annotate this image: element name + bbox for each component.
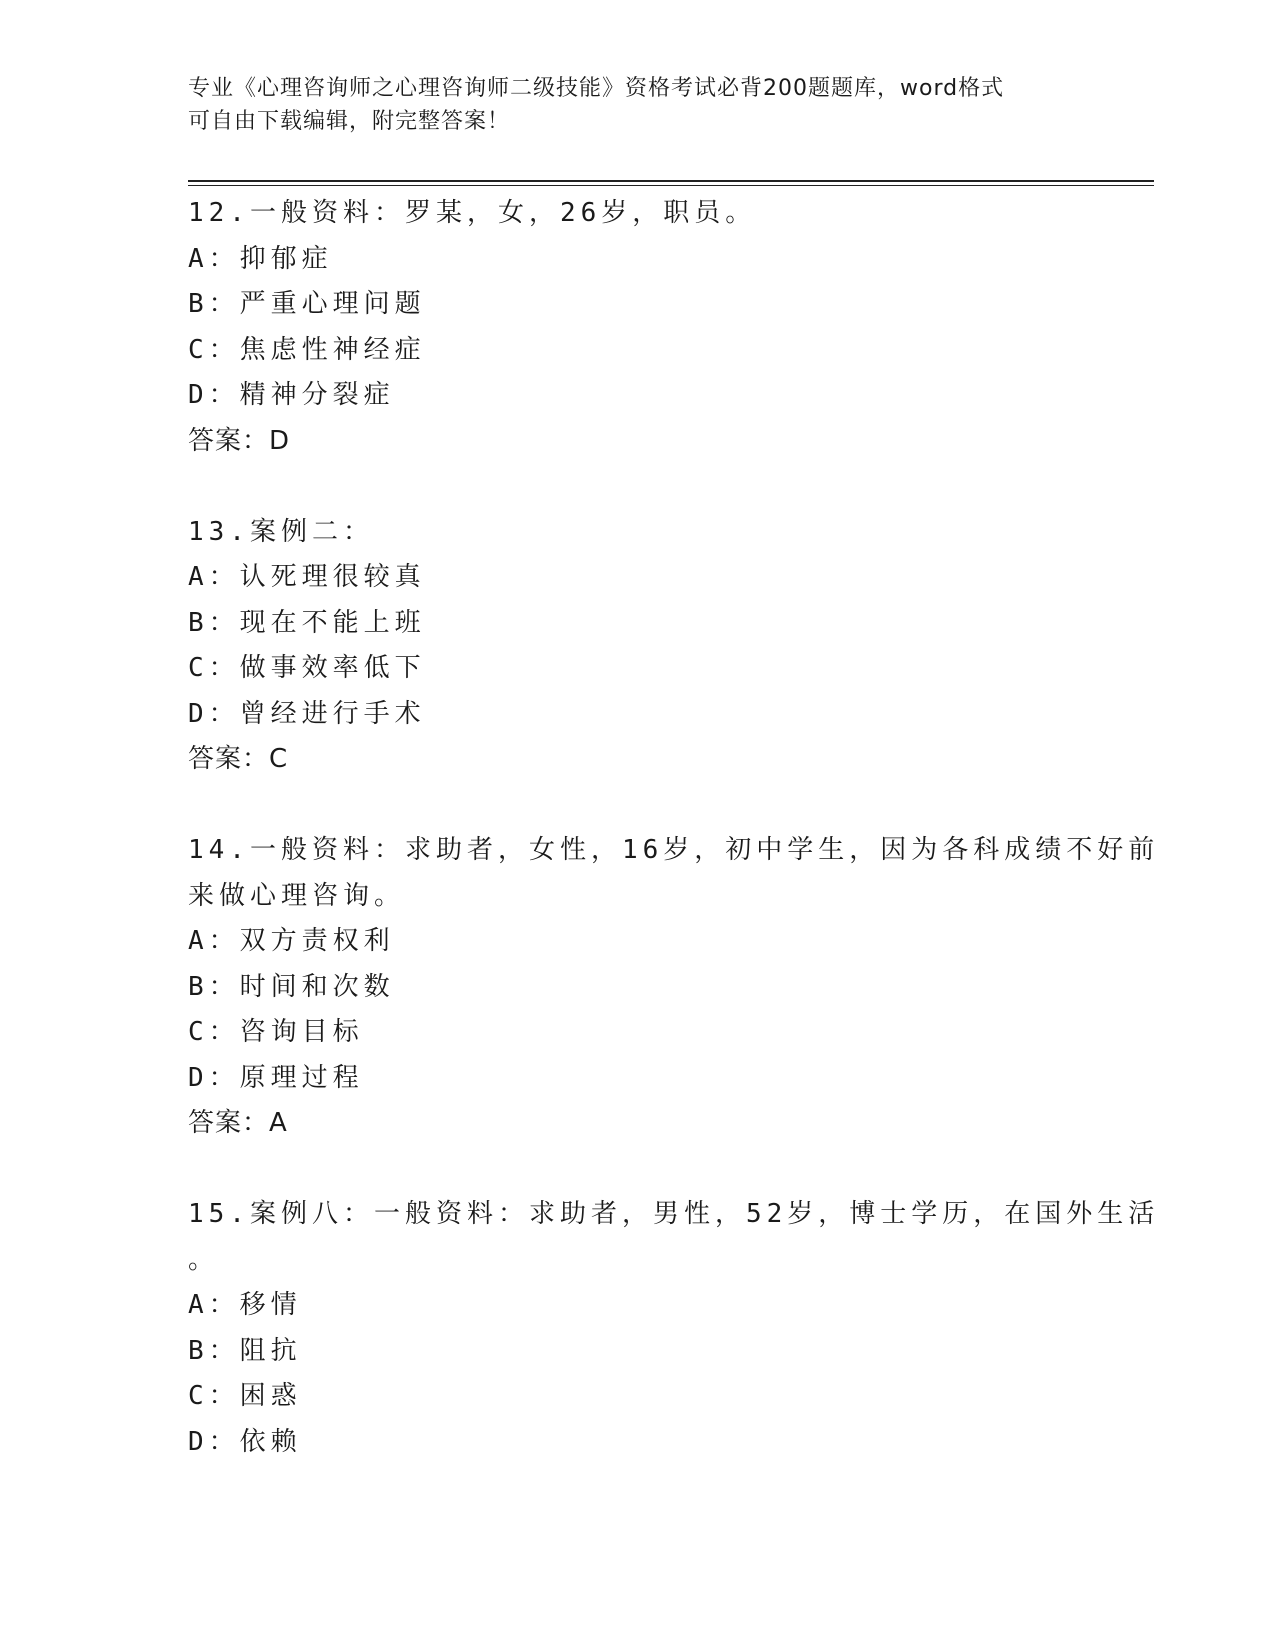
answer-line: 答案：A [188, 1108, 288, 1138]
question-block [188, 828, 1160, 1147]
option-d: D：原理过程 [188, 1062, 364, 1093]
option-a: A：抑郁症 [188, 243, 333, 274]
option-c: C：焦虑性神经症 [188, 334, 426, 365]
option-b: B：时间和次数 [188, 971, 395, 1002]
option-d: D：曾经进行手术 [188, 698, 426, 729]
question-block [188, 510, 1088, 783]
option-a: A：认死理很较真 [188, 562, 426, 592]
header-title-line-1: 专业《心理咨询师之心理咨询师二级技能》资格考试必背200题题库，word格式 [188, 76, 1005, 101]
question-spacer [188, 783, 1088, 829]
header-title-line-2: 可自由下载编辑，附完整答案！ [188, 109, 511, 134]
question-stem-continued: 。 [188, 1244, 220, 1275]
option-c: C：做事效率低下 [188, 653, 426, 683]
question-stem: 15.案例八：一般资料：求助者，男性，52岁，博士学历，在国外生活 [188, 1199, 1160, 1229]
option-c: C：咨询目标 [188, 1017, 364, 1047]
question-list [188, 191, 1160, 1465]
question-spacer [188, 1147, 1088, 1193]
header-divider [188, 180, 1154, 186]
answer-line: 答案：D [188, 425, 291, 456]
question-stem: 14.一般资料：求助者，女性，16岁，初中学生，因为各科成绩不好前 [188, 835, 1160, 865]
option-b: B：现在不能上班 [188, 607, 426, 638]
option-d: D：精神分裂症 [188, 380, 395, 410]
option-d: D：依赖 [188, 1426, 302, 1457]
question-stem-continued: 来做心理咨询。 [188, 880, 406, 911]
question-stem: 13.案例二： [188, 516, 374, 547]
document-header [188, 72, 1088, 138]
option-b: B：阻抗 [188, 1335, 302, 1366]
question-spacer [188, 464, 1088, 510]
question-block [188, 191, 1088, 464]
option-b: B：严重心理问题 [188, 289, 426, 319]
question-stem: 12.一般资料：罗某，女，26岁，职员。 [188, 198, 757, 228]
option-c: C：困惑 [188, 1381, 302, 1411]
option-a: A：移情 [188, 1290, 302, 1320]
option-a: A：双方责权利 [188, 926, 395, 956]
question-block [188, 1192, 1160, 1465]
answer-line: 答案：C [188, 744, 289, 774]
